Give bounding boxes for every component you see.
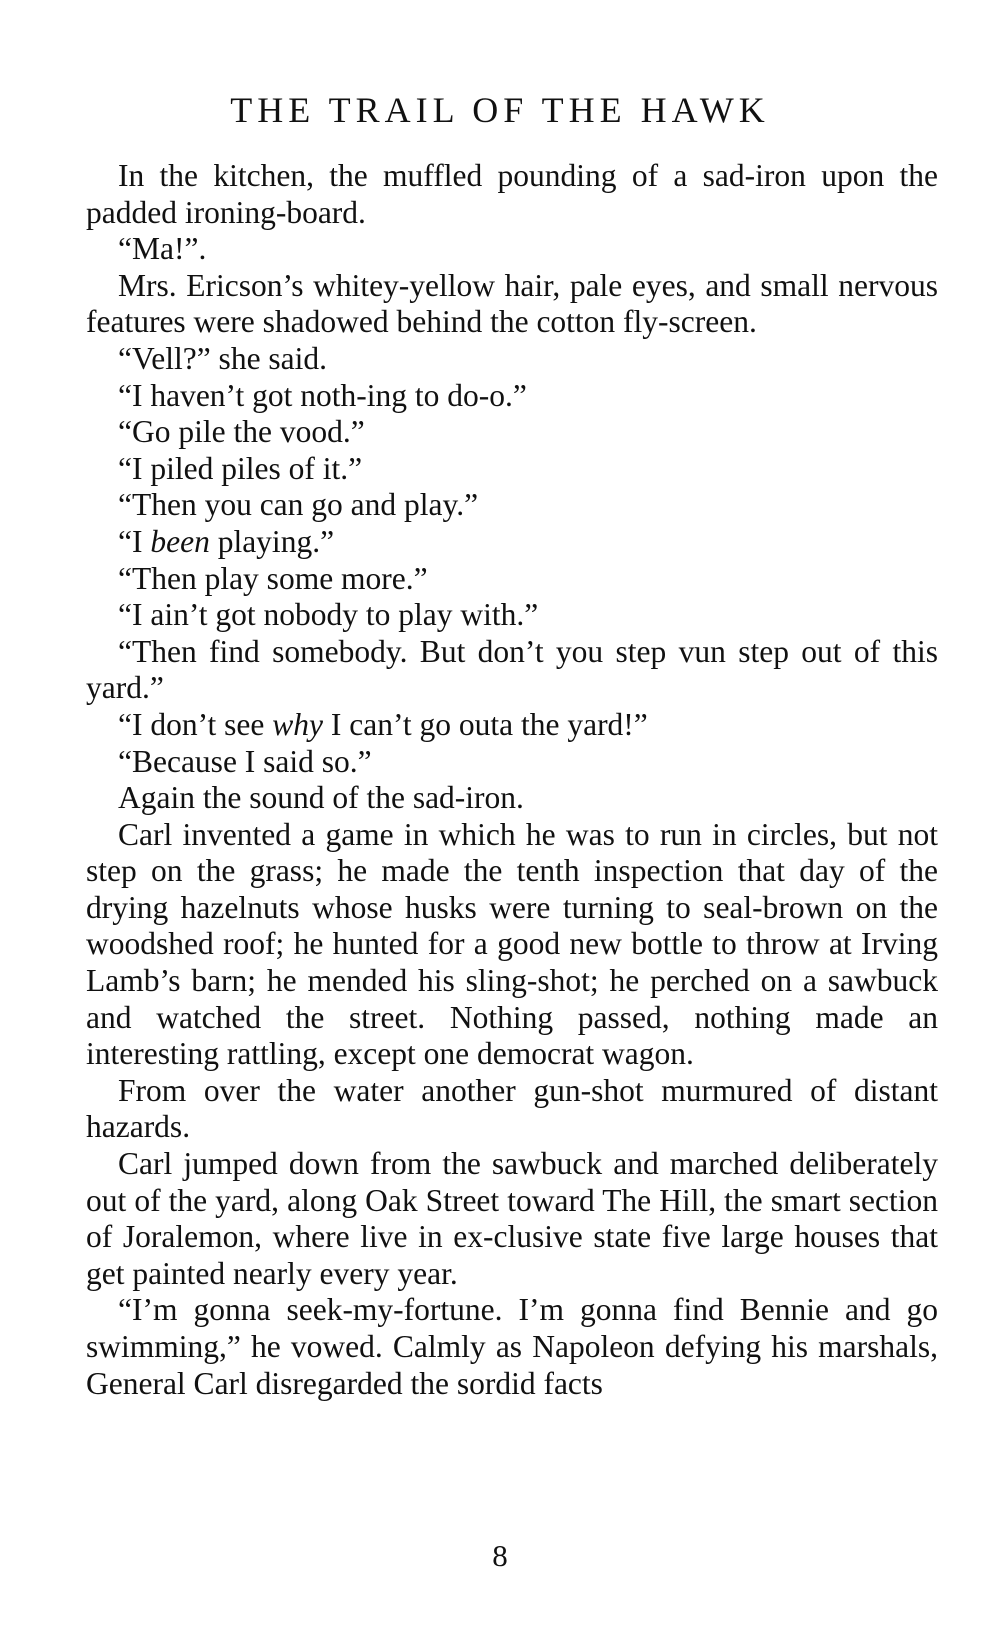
page-number: 8 [492, 1538, 508, 1573]
paragraph: “Then find somebody. But don’t you step vun step out of this yard.” [86, 633, 938, 706]
paragraph: “Ma!”. [118, 231, 207, 267]
paragraph: “Because I said so.” [118, 743, 372, 779]
paragraph: In the kitchen, the muffled pounding of a sad-iron upon the padded ironing-board. [86, 158, 938, 230]
emphasis-text: why [272, 706, 323, 742]
paragraph: “I haven’t got noth-ing to do-o.” [118, 377, 527, 413]
paragraph [86, 707, 938, 744]
paragraph: “I piled piles of it.” [118, 450, 363, 486]
paragraph: “Go pile the vood.” [118, 414, 365, 450]
paragraph: Again the sound of the sad-iron. [118, 780, 524, 816]
paragraph: Carl jumped down from the sawbuck and marched deliberately out of the yard, along Oak Street toward The Hill, the smart section of Joralemon, where live in ex-clusive state five large houses that get painted nearly every year. [86, 1146, 938, 1291]
paragraph-text: I can’t go outa the yard!” [323, 706, 648, 742]
paragraph-text: “I [118, 523, 151, 559]
paragraph [86, 524, 938, 561]
paragraph: “Vell?” she said. [118, 340, 328, 376]
body-text [86, 158, 938, 1402]
emphasis-text: been [150, 523, 210, 559]
running-head: THE TRAIL OF THE HAWK [230, 90, 770, 130]
paragraph: “I ain’t got nobody to play with.” [118, 597, 539, 633]
paragraph: “Then play some more.” [118, 560, 428, 596]
paragraph: Carl invented a game in which he was to run in circles, but not step on the grass; he made the tenth inspection that day of the drying hazelnuts whose husks were turning to seal-brown on the woodshed roof; he hunted for a good new bottle to throw at Irving Lamb’s barn; he mended his sling-shot; he perched on a sawbuck and watched the street. Nothing passed, nothing made an interesting rattling, except one democrat wagon. [86, 816, 938, 1072]
paragraph-text: playing.” [209, 523, 335, 559]
paragraph: From over the water another gun-shot murmured of distant hazards. [86, 1072, 938, 1145]
paragraph: “Then you can go and play.” [118, 487, 479, 523]
paragraph: Mrs. Ericson’s whitey-yellow hair, pale eyes, and small nervous features were shadowed behind the cotton fly-screen. [86, 267, 938, 340]
paragraph-text: “I don’t see [118, 706, 273, 742]
paragraph: “I’m gonna seek-my-fortune. I’m gonna find Bennie and go swimming,” he vowed. Calmly as Napoleon defying his marshals, General Carl disregarded the sordid facts [86, 1292, 938, 1401]
